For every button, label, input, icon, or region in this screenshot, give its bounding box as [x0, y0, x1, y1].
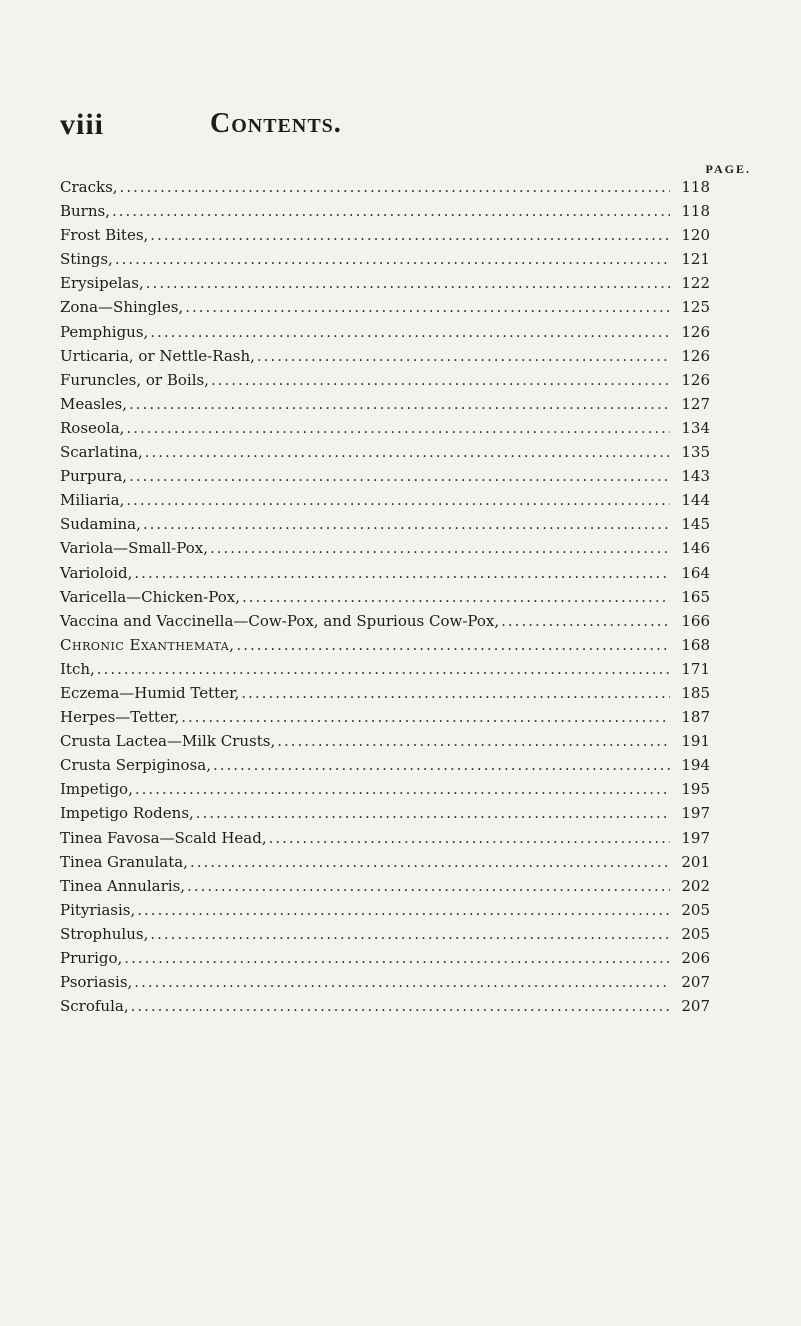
dot-leader	[134, 973, 670, 991]
toc-entry-page: 206	[681, 949, 710, 967]
toc-entry	[60, 178, 710, 202]
toc-entry	[60, 997, 710, 1021]
toc-entry	[60, 732, 710, 756]
toc-entry	[60, 636, 710, 660]
toc-entry-page: 118	[681, 178, 710, 196]
toc-entry	[60, 901, 710, 925]
toc-entry	[60, 443, 710, 467]
toc-entry-page: 197	[681, 828, 710, 847]
toc-entry	[60, 564, 710, 588]
toc-entry-title: Tinea Favosa—Scald Head,	[60, 828, 267, 847]
toc-entry	[60, 877, 710, 901]
dot-leader	[181, 708, 670, 726]
toc-entry-title: Roseola,	[60, 418, 125, 437]
toc-entry-page: 187	[681, 708, 710, 727]
toc-entry-title: Furuncles, or Boils,	[60, 370, 209, 389]
toc-entry-page: 118	[681, 202, 710, 221]
toc-entry-title: Erysipelas,	[60, 274, 144, 293]
toc-entry-title: Sudamina,	[60, 515, 141, 534]
toc-entry-title: Cracks,	[60, 178, 118, 196]
dot-leader	[190, 853, 670, 871]
toc-entry-title: Burns,	[60, 202, 110, 221]
toc-entry	[60, 395, 710, 419]
toc-entry-title: Varioloid,	[60, 563, 133, 582]
toc-entry	[60, 202, 710, 226]
toc-entry	[60, 274, 710, 298]
toc-entry-page: 195	[681, 780, 710, 799]
toc-entry-title: Urticaria, or Nettle-Rash,	[60, 346, 255, 365]
toc-entry-page: 134	[681, 418, 710, 437]
toc-entry-title: Eczema—Humid Tetter,	[60, 683, 240, 702]
dot-leader	[185, 298, 670, 316]
toc-entry-page: 126	[681, 346, 710, 365]
toc-entry-page: 126	[681, 370, 710, 389]
toc-entry	[60, 829, 710, 853]
dot-leader	[137, 901, 670, 919]
toc-entry	[60, 804, 710, 828]
dot-leader	[129, 467, 670, 485]
dot-leader	[97, 660, 670, 678]
toc-entry-title: Miliaria,	[60, 491, 125, 510]
dot-leader	[134, 564, 670, 582]
toc-entry-title: Herpes—Tetter,	[60, 708, 180, 727]
toc-entry-page: 202	[681, 876, 710, 895]
dot-leader	[196, 804, 670, 822]
dot-leader	[150, 226, 670, 244]
dot-leader	[150, 323, 670, 341]
toc-entry-title: Frost Bites,	[60, 226, 149, 245]
toc-entry-title: Tinea Annularis,	[60, 876, 186, 895]
toc-entry	[60, 973, 710, 997]
toc-entry-title: Strophulus,	[60, 924, 149, 943]
toc-entry-page: 185	[681, 683, 710, 702]
toc-entry-title: Vaccina and Vaccinella—Cow-Pox, and Spurious Cow-Pox,	[60, 611, 500, 630]
toc-entry-title: Measles,	[60, 394, 128, 413]
dot-leader	[257, 347, 670, 365]
dot-leader	[150, 925, 670, 943]
toc-entry	[60, 226, 710, 250]
toc-entry	[60, 539, 710, 563]
running-head: Contents.	[210, 108, 342, 139]
dot-leader	[145, 443, 670, 461]
toc-entry	[60, 949, 710, 973]
toc-entry	[60, 925, 710, 949]
dot-leader	[135, 780, 670, 798]
dot-leader	[241, 684, 670, 702]
toc-entry	[60, 684, 710, 708]
toc-entry-page: 207	[681, 997, 710, 1016]
toc-entry-page: 144	[681, 491, 710, 510]
toc-entry	[60, 612, 710, 636]
dot-leader	[129, 395, 670, 413]
toc-entry	[60, 347, 710, 371]
toc-entry-page: 143	[681, 467, 710, 486]
dot-leader	[143, 515, 670, 533]
toc-entry-page: 165	[681, 587, 710, 606]
toc-entry-page: 122	[681, 274, 710, 293]
toc-entry	[60, 419, 710, 443]
toc-entry-page: 135	[681, 443, 710, 462]
toc-entry-title: Prurigo,	[60, 949, 123, 967]
toc-entry	[60, 780, 710, 804]
toc-entry-title: Pemphigus,	[60, 322, 149, 341]
toc-entry	[60, 491, 710, 515]
toc-entry-title: Zona—Shingles,	[60, 298, 184, 317]
dot-leader	[242, 588, 670, 606]
dot-leader	[124, 949, 670, 967]
toc-entry-page: 166	[681, 611, 710, 630]
toc-entry	[60, 660, 710, 684]
toc-entry-title: Purpura,	[60, 467, 128, 486]
dot-leader	[146, 274, 670, 292]
toc-entry	[60, 323, 710, 347]
toc-entry-title: Itch,	[60, 659, 95, 678]
toc-entry-page: 120	[681, 226, 710, 245]
dot-leader	[213, 756, 670, 774]
toc-entry-page: 194	[681, 756, 710, 775]
toc-entry-title: Tinea Granulata,	[60, 852, 188, 871]
dot-leader	[131, 997, 670, 1015]
toc-entry-title: Pityriasis,	[60, 900, 136, 919]
toc-entry	[60, 371, 710, 395]
toc-entry	[60, 708, 710, 732]
toc-entry-page: 145	[681, 515, 710, 534]
page-column-label: PAGE.	[705, 162, 751, 176]
toc-entry-title: Scarlatina,	[60, 443, 143, 462]
toc-entry-title: Varicella—Chicken-Pox,	[60, 587, 240, 606]
dot-leader	[126, 419, 670, 437]
toc-entry-title: Psoriasis,	[60, 973, 133, 992]
toc-entry	[60, 298, 710, 322]
toc-entry-page: 121	[681, 250, 710, 269]
dot-leader	[115, 250, 670, 268]
toc-entry-page: 191	[681, 732, 710, 751]
toc-entry-page: 205	[681, 900, 710, 919]
dot-leader	[211, 371, 670, 389]
dot-leader	[210, 539, 670, 557]
toc-entry	[60, 515, 710, 539]
toc-entry	[60, 250, 710, 274]
toc-entry-page: 201	[681, 852, 710, 871]
toc-entry	[60, 756, 710, 780]
toc-entry-title: Chronic Exanthemata,	[60, 635, 235, 654]
toc-entry-title: Variola—Small-Pox,	[60, 539, 208, 558]
toc-entry-page: 164	[681, 563, 710, 582]
dot-leader	[187, 877, 670, 895]
dot-leader	[269, 829, 670, 847]
dot-leader	[501, 612, 670, 630]
toc-entry-title: Impetigo,	[60, 780, 133, 799]
dot-leader	[237, 636, 671, 654]
toc-entry-page: 127	[681, 394, 710, 413]
toc-entry-page: 168	[681, 635, 710, 654]
toc-entry-title: Crusta Serpiginosa,	[60, 756, 211, 775]
toc-entry-title: Impetigo Rodens,	[60, 804, 194, 823]
toc-entry	[60, 853, 710, 877]
page-header	[60, 108, 740, 148]
toc-entry-title: Stings,	[60, 250, 113, 269]
toc-entry-page: 205	[681, 924, 710, 943]
dot-leader	[126, 491, 670, 509]
toc-entry	[60, 588, 710, 612]
table-of-contents	[60, 178, 710, 1021]
page-number: viii	[60, 108, 105, 141]
toc-entry-page: 146	[681, 539, 710, 558]
dot-leader	[120, 178, 670, 196]
toc-entry-page: 197	[681, 804, 710, 823]
toc-entry-page: 126	[681, 322, 710, 341]
toc-entry-page: 207	[681, 973, 710, 992]
dot-leader	[112, 202, 670, 220]
dot-leader	[277, 732, 670, 750]
toc-entry-page: 171	[681, 659, 710, 678]
toc-entry-title: Crusta Lactea—Milk Crusts,	[60, 732, 276, 751]
toc-entry-page: 125	[681, 298, 710, 317]
toc-entry-title: Scrofula,	[60, 997, 129, 1016]
toc-entry	[60, 467, 710, 491]
